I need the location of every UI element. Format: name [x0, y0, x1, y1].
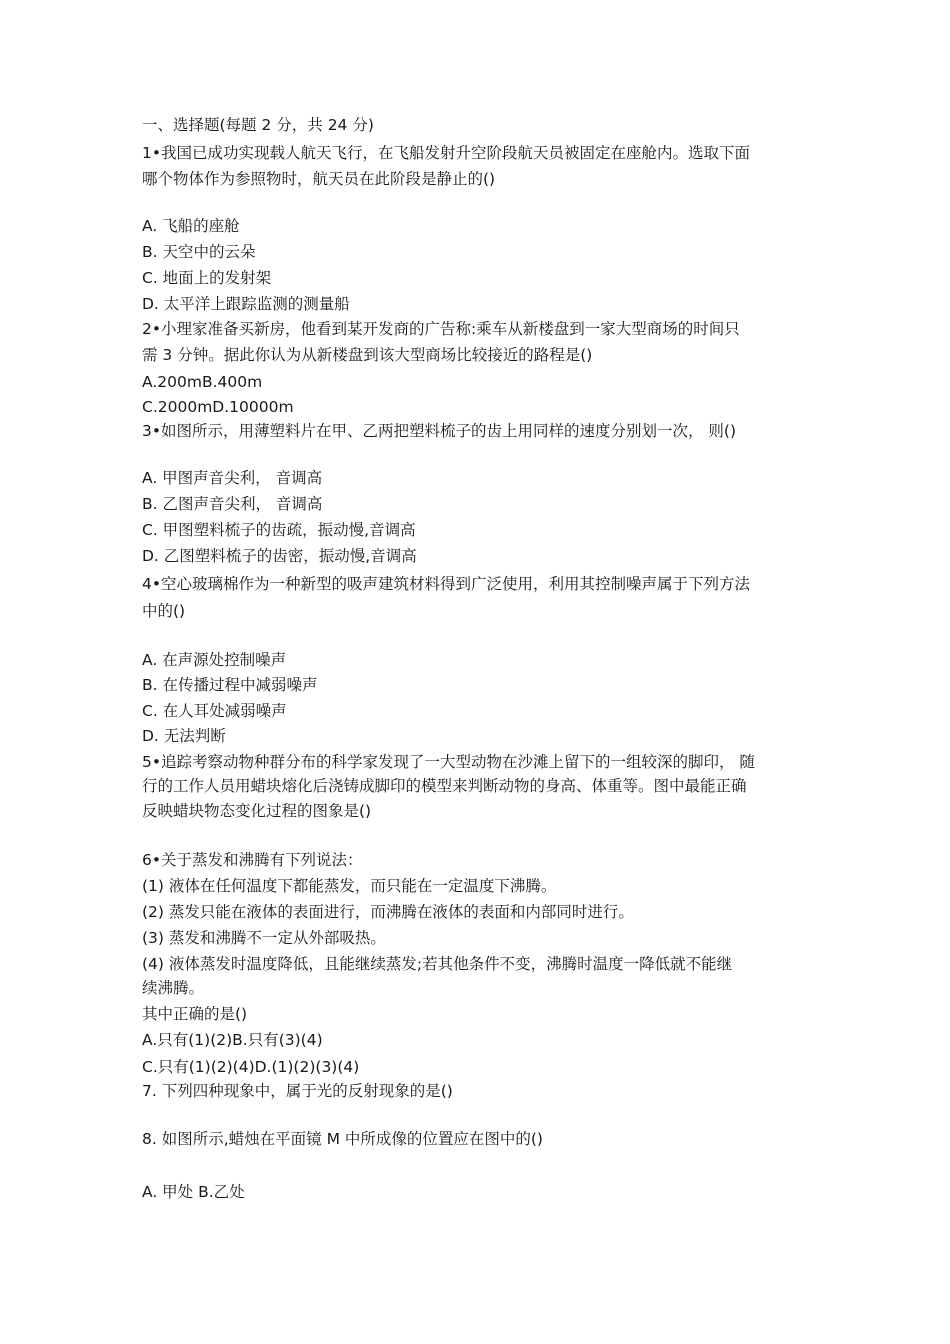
question-1-option-d: D. 太平洋上跟踪监测的测量船 — [142, 295, 350, 313]
question-3-text-line-1: 3•如图所示，用薄塑料片在甲、乙两把塑料梳子的齿上用同样的速度分别划一次， 则() — [142, 422, 737, 440]
question-4-text-line-2: 中的() — [142, 602, 186, 620]
question-7-text-line-1: 7. 下列四种现象中，属于光的反射现象的是() — [142, 1082, 453, 1100]
question-1-option-a: A. 飞船的座舱 — [142, 217, 240, 235]
question-6-statement-4-line-1: (4) 液体蒸发时温度降低，且能继续蒸发;若其他条件不变，沸腾时温度一降低就不能继 — [142, 955, 733, 973]
question-4-option-b: B. 在传播过程中减弱噪声 — [142, 676, 318, 694]
question-1-option-b: B. 天空中的云朵 — [142, 243, 256, 261]
question-4-option-d: D. 无法判断 — [142, 727, 226, 745]
question-6-statement-3: (3) 蒸发和沸腾不一定从外部吸热。 — [142, 929, 386, 947]
question-4-text-line-1: 4•空心玻璃棉作为一种新型的吸声建筑材料得到广泛使用，利用其控制噪声属于下列方法 — [142, 575, 751, 593]
question-6-statement-2: (2) 蒸发只能在液体的表面进行，而沸腾在液体的表面和内部同时进行。 — [142, 903, 634, 921]
question-2-text-line-2: 需 3 分钟。据此你认为从新楼盘到该大型商场比较接近的路程是() — [142, 346, 593, 364]
question-3-option-c: C. 甲图塑料梳子的齿疏，振动慢,音调高 — [142, 521, 416, 539]
question-6-text-line-1: 6•关于蒸发和沸腾有下列说法： — [142, 851, 363, 869]
question-5-text-line-1: 5•追踪考察动物种群分布的科学家发现了一大型动物在沙滩上留下的一组较深的脚印， 随 — [142, 753, 755, 771]
question-1-option-c: C. 地面上的发射架 — [142, 269, 272, 287]
question-6-statement-4-line-2: 续沸腾。 — [142, 979, 205, 997]
question-6-statement-1: (1) 液体在任何温度下都能蒸发，而只能在一定温度下沸腾。 — [142, 877, 557, 895]
question-1-text-line-2: 哪个物体作为参照物时，航天员在此阶段是静止的() — [142, 170, 496, 188]
question-1-text-line-1: 1•我国已成功实现载人航天飞行，在飞船发射升空阶段航天员被固定在座舱内。选取下面 — [142, 144, 751, 162]
question-8-option-ab: A. 甲处 B.乙处 — [142, 1183, 245, 1201]
question-3-option-b: B. 乙图声音尖利， 音调高 — [142, 495, 323, 513]
question-3-option-d: D. 乙图塑料梳子的齿密，振动慢,音调高 — [142, 547, 417, 565]
question-5-text-line-2: 行的工作人员用蜡块熔化后浇铸成脚印的模型来判断动物的身高、体重等。图中最能正确 — [142, 777, 747, 795]
question-3-option-a: A. 甲图声音尖利， 音调高 — [142, 469, 323, 487]
question-6-option-ab: A.只有(1)(2)B.只有(3)(4) — [142, 1031, 323, 1049]
question-4-option-c: C. 在人耳处减弱噪声 — [142, 702, 287, 720]
question-2-option-cd: C.2000mD.10000m — [142, 398, 294, 416]
question-2-option-ab: A.200mB.400m — [142, 373, 263, 391]
question-6-prompt: 其中正确的是() — [142, 1005, 248, 1023]
question-5-text-line-3: 反映蜡块物态变化过程的图象是() — [142, 802, 372, 820]
question-8-text-line-1: 8. 如图所示,蜡烛在平面镜 M 中所成像的位置应在图中的() — [142, 1130, 543, 1148]
section-title: 一、选择题(每题 2 分，共 24 分) — [142, 116, 374, 134]
question-4-option-a: A. 在声源处控制噪声 — [142, 651, 287, 669]
question-6-option-cd: C.只有(1)(2)(4)D.(1)(2)(3)(4) — [142, 1058, 360, 1076]
question-2-text-line-1: 2•小理家准备买新房，他看到某开发商的广告称:乘车从新楼盘到一家大型商场的时间只 — [142, 320, 740, 338]
